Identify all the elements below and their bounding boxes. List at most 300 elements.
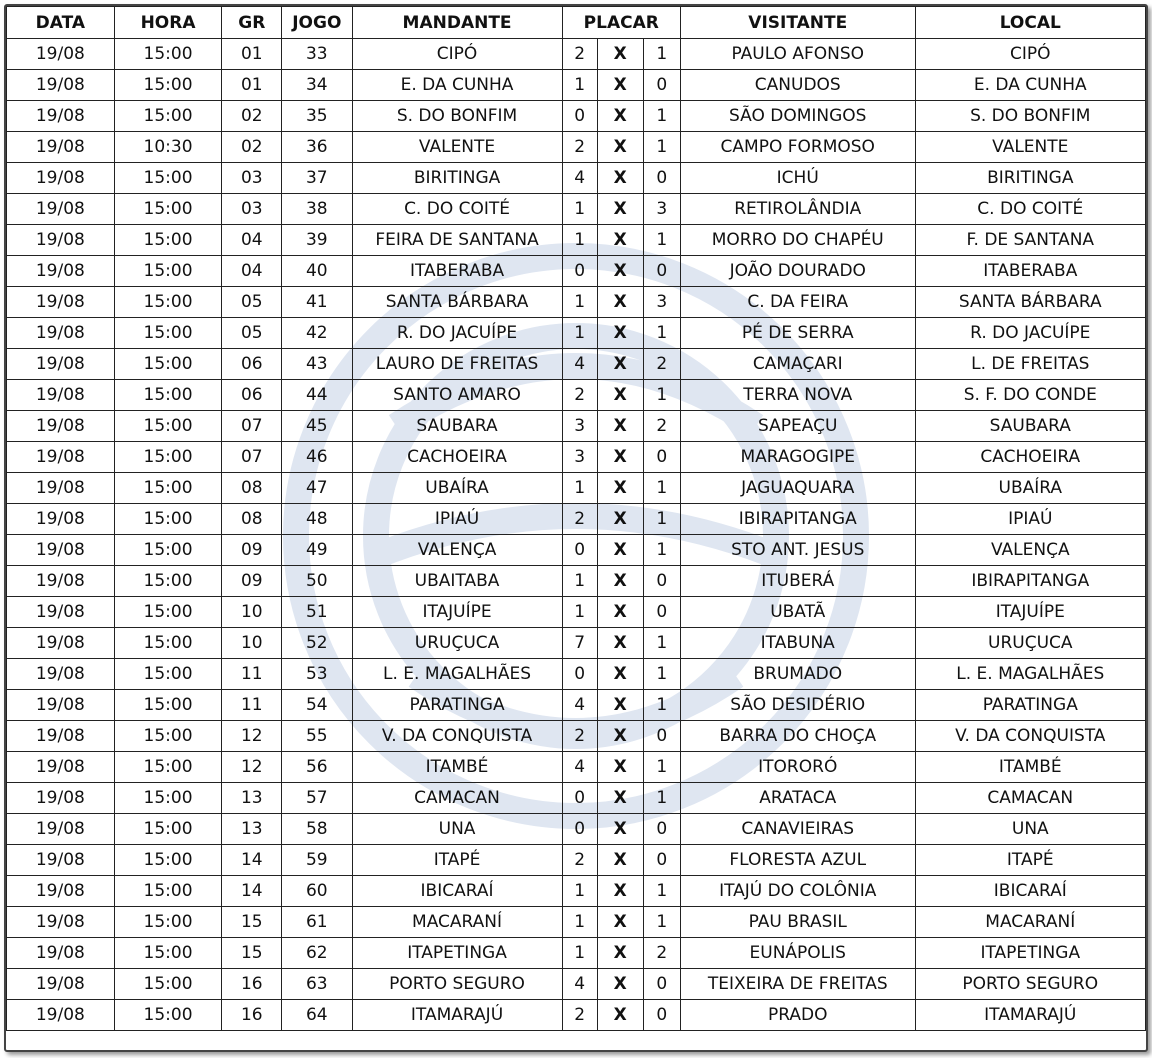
cell-away-goals: 0 bbox=[643, 566, 680, 597]
cell-gr: 14 bbox=[222, 845, 282, 876]
cell-mandante: C. DO COITÉ bbox=[352, 194, 562, 225]
cell-gr: 02 bbox=[222, 101, 282, 132]
cell-jogo: 52 bbox=[282, 628, 352, 659]
cell-visitante: CANAVIEIRAS bbox=[680, 814, 915, 845]
cell-hora: 15:00 bbox=[114, 287, 222, 318]
cell-local: S. DO BONFIM bbox=[915, 101, 1145, 132]
cell-mandante: VALENÇA bbox=[352, 535, 562, 566]
cell-score-separator: X bbox=[597, 1000, 643, 1031]
cell-home-goals: 3 bbox=[562, 411, 597, 442]
cell-gr: 09 bbox=[222, 535, 282, 566]
cell-jogo: 61 bbox=[282, 907, 352, 938]
cell-mandante: ITAMARAJÚ bbox=[352, 1000, 562, 1031]
cell-local: ITAPÉ bbox=[915, 845, 1145, 876]
cell-mandante: CIPÓ bbox=[352, 39, 562, 70]
cell-score-separator: X bbox=[597, 814, 643, 845]
cell-visitante: ITUBERÁ bbox=[680, 566, 915, 597]
cell-local: ITAPETINGA bbox=[915, 938, 1145, 969]
cell-home-goals: 1 bbox=[562, 566, 597, 597]
col-header-hora: HORA bbox=[114, 7, 222, 39]
cell-home-goals: 3 bbox=[562, 442, 597, 473]
table-row bbox=[7, 938, 1146, 969]
cell-gr: 03 bbox=[222, 194, 282, 225]
cell-away-goals: 1 bbox=[643, 535, 680, 566]
cell-gr: 12 bbox=[222, 721, 282, 752]
cell-visitante: STO ANT. JESUS bbox=[680, 535, 915, 566]
cell-data: 19/08 bbox=[7, 442, 115, 473]
col-header-placar: PLACAR bbox=[562, 7, 680, 39]
cell-data: 19/08 bbox=[7, 938, 115, 969]
table-row bbox=[7, 721, 1146, 752]
cell-away-goals: 0 bbox=[643, 163, 680, 194]
cell-gr: 06 bbox=[222, 380, 282, 411]
cell-data: 19/08 bbox=[7, 473, 115, 504]
cell-mandante: UBAÍRA bbox=[352, 473, 562, 504]
cell-mandante: FEIRA DE SANTANA bbox=[352, 225, 562, 256]
cell-local: PORTO SEGURO bbox=[915, 969, 1145, 1000]
cell-data: 19/08 bbox=[7, 225, 115, 256]
cell-mandante: SANTO AMARO bbox=[352, 380, 562, 411]
cell-score-separator: X bbox=[597, 535, 643, 566]
cell-score-separator: X bbox=[597, 411, 643, 442]
cell-home-goals: 1 bbox=[562, 473, 597, 504]
cell-data: 19/08 bbox=[7, 535, 115, 566]
cell-local: MACARANÍ bbox=[915, 907, 1145, 938]
cell-home-goals: 1 bbox=[562, 70, 597, 101]
cell-visitante: SAPEAÇU bbox=[680, 411, 915, 442]
cell-jogo: 58 bbox=[282, 814, 352, 845]
cell-home-goals: 1 bbox=[562, 194, 597, 225]
cell-home-goals: 4 bbox=[562, 163, 597, 194]
cell-local: C. DO COITÉ bbox=[915, 194, 1145, 225]
cell-mandante: R. DO JACUÍPE bbox=[352, 318, 562, 349]
cell-jogo: 56 bbox=[282, 752, 352, 783]
cell-score-separator: X bbox=[597, 845, 643, 876]
table-row bbox=[7, 287, 1146, 318]
cell-gr: 07 bbox=[222, 442, 282, 473]
cell-hora: 15:00 bbox=[114, 163, 222, 194]
cell-local: IBIRAPITANGA bbox=[915, 566, 1145, 597]
match-results-table bbox=[6, 6, 1146, 1031]
cell-gr: 15 bbox=[222, 938, 282, 969]
cell-mandante: CAMACAN bbox=[352, 783, 562, 814]
cell-local: ITAMARAJÚ bbox=[915, 1000, 1145, 1031]
table-row bbox=[7, 845, 1146, 876]
cell-gr: 09 bbox=[222, 566, 282, 597]
cell-data: 19/08 bbox=[7, 969, 115, 1000]
table-row bbox=[7, 597, 1146, 628]
cell-home-goals: 0 bbox=[562, 814, 597, 845]
table-row bbox=[7, 907, 1146, 938]
cell-data: 19/08 bbox=[7, 659, 115, 690]
cell-mandante: SAUBARA bbox=[352, 411, 562, 442]
cell-data: 19/08 bbox=[7, 318, 115, 349]
cell-data: 19/08 bbox=[7, 411, 115, 442]
cell-away-goals: 3 bbox=[643, 194, 680, 225]
cell-hora: 15:00 bbox=[114, 721, 222, 752]
cell-visitante: IBIRAPITANGA bbox=[680, 504, 915, 535]
cell-jogo: 54 bbox=[282, 690, 352, 721]
cell-local: BIRITINGA bbox=[915, 163, 1145, 194]
cell-visitante: PÉ DE SERRA bbox=[680, 318, 915, 349]
cell-away-goals: 1 bbox=[643, 101, 680, 132]
cell-jogo: 46 bbox=[282, 442, 352, 473]
cell-jogo: 60 bbox=[282, 876, 352, 907]
cell-jogo: 51 bbox=[282, 597, 352, 628]
cell-local: CAMACAN bbox=[915, 783, 1145, 814]
cell-gr: 04 bbox=[222, 256, 282, 287]
cell-score-separator: X bbox=[597, 752, 643, 783]
cell-away-goals: 1 bbox=[643, 318, 680, 349]
cell-home-goals: 0 bbox=[562, 256, 597, 287]
cell-hora: 15:00 bbox=[114, 442, 222, 473]
cell-visitante: SÃO DOMINGOS bbox=[680, 101, 915, 132]
cell-data: 19/08 bbox=[7, 845, 115, 876]
cell-local: PARATINGA bbox=[915, 690, 1145, 721]
cell-mandante: CACHOEIRA bbox=[352, 442, 562, 473]
cell-gr: 13 bbox=[222, 814, 282, 845]
table-row bbox=[7, 194, 1146, 225]
cell-jogo: 64 bbox=[282, 1000, 352, 1031]
cell-data: 19/08 bbox=[7, 721, 115, 752]
cell-home-goals: 4 bbox=[562, 690, 597, 721]
cell-visitante: RETIROLÂNDIA bbox=[680, 194, 915, 225]
cell-away-goals: 0 bbox=[643, 597, 680, 628]
cell-visitante: ITORORÓ bbox=[680, 752, 915, 783]
table-row bbox=[7, 349, 1146, 380]
cell-score-separator: X bbox=[597, 504, 643, 535]
cell-mandante: ITAPETINGA bbox=[352, 938, 562, 969]
cell-home-goals: 2 bbox=[562, 504, 597, 535]
cell-home-goals: 4 bbox=[562, 349, 597, 380]
cell-hora: 15:00 bbox=[114, 659, 222, 690]
cell-data: 19/08 bbox=[7, 39, 115, 70]
cell-data: 19/08 bbox=[7, 597, 115, 628]
cell-score-separator: X bbox=[597, 659, 643, 690]
cell-away-goals: 2 bbox=[643, 411, 680, 442]
cell-hora: 15:00 bbox=[114, 597, 222, 628]
cell-mandante: URUÇUCA bbox=[352, 628, 562, 659]
cell-gr: 02 bbox=[222, 132, 282, 163]
cell-away-goals: 1 bbox=[643, 225, 680, 256]
cell-jogo: 36 bbox=[282, 132, 352, 163]
cell-hora: 15:00 bbox=[114, 380, 222, 411]
cell-hora: 15:00 bbox=[114, 845, 222, 876]
table-row bbox=[7, 225, 1146, 256]
cell-hora: 15:00 bbox=[114, 225, 222, 256]
cell-hora: 15:00 bbox=[114, 907, 222, 938]
cell-gr: 01 bbox=[222, 70, 282, 101]
cell-jogo: 48 bbox=[282, 504, 352, 535]
cell-mandante: SANTA BÁRBARA bbox=[352, 287, 562, 318]
cell-mandante: UNA bbox=[352, 814, 562, 845]
cell-data: 19/08 bbox=[7, 287, 115, 318]
cell-gr: 01 bbox=[222, 39, 282, 70]
cell-home-goals: 4 bbox=[562, 752, 597, 783]
cell-mandante: L. E. MAGALHÃES bbox=[352, 659, 562, 690]
cell-score-separator: X bbox=[597, 256, 643, 287]
table-row bbox=[7, 442, 1146, 473]
col-header-visitante: VISITANTE bbox=[680, 7, 915, 39]
table-row bbox=[7, 39, 1146, 70]
cell-score-separator: X bbox=[597, 287, 643, 318]
cell-jogo: 59 bbox=[282, 845, 352, 876]
cell-gr: 08 bbox=[222, 504, 282, 535]
table-row bbox=[7, 473, 1146, 504]
cell-local: CIPÓ bbox=[915, 39, 1145, 70]
cell-away-goals: 1 bbox=[643, 628, 680, 659]
cell-home-goals: 2 bbox=[562, 39, 597, 70]
table-row bbox=[7, 814, 1146, 845]
cell-hora: 15:00 bbox=[114, 101, 222, 132]
cell-hora: 15:00 bbox=[114, 39, 222, 70]
cell-mandante: E. DA CUNHA bbox=[352, 70, 562, 101]
table-row bbox=[7, 1000, 1146, 1031]
cell-local: URUÇUCA bbox=[915, 628, 1145, 659]
table-row bbox=[7, 163, 1146, 194]
cell-visitante: PRADO bbox=[680, 1000, 915, 1031]
cell-score-separator: X bbox=[597, 876, 643, 907]
cell-score-separator: X bbox=[597, 690, 643, 721]
cell-gr: 06 bbox=[222, 349, 282, 380]
cell-local: ITABERABA bbox=[915, 256, 1145, 287]
cell-jogo: 38 bbox=[282, 194, 352, 225]
cell-hora: 15:00 bbox=[114, 628, 222, 659]
cell-mandante: MACARANÍ bbox=[352, 907, 562, 938]
cell-visitante: FLORESTA AZUL bbox=[680, 845, 915, 876]
cell-mandante: IBICARAÍ bbox=[352, 876, 562, 907]
cell-data: 19/08 bbox=[7, 566, 115, 597]
cell-jogo: 47 bbox=[282, 473, 352, 504]
cell-visitante: PAULO AFONSO bbox=[680, 39, 915, 70]
cell-visitante: EUNÁPOLIS bbox=[680, 938, 915, 969]
cell-jogo: 42 bbox=[282, 318, 352, 349]
cell-score-separator: X bbox=[597, 225, 643, 256]
cell-score-separator: X bbox=[597, 442, 643, 473]
cell-home-goals: 1 bbox=[562, 876, 597, 907]
cell-home-goals: 2 bbox=[562, 380, 597, 411]
cell-visitante: TEIXEIRA DE FREITAS bbox=[680, 969, 915, 1000]
cell-away-goals: 1 bbox=[643, 907, 680, 938]
cell-score-separator: X bbox=[597, 628, 643, 659]
cell-data: 19/08 bbox=[7, 690, 115, 721]
cell-jogo: 62 bbox=[282, 938, 352, 969]
cell-local: S. F. DO CONDE bbox=[915, 380, 1145, 411]
cell-gr: 05 bbox=[222, 287, 282, 318]
table-row bbox=[7, 566, 1146, 597]
cell-home-goals: 1 bbox=[562, 938, 597, 969]
table-row bbox=[7, 876, 1146, 907]
cell-mandante: ITABERABA bbox=[352, 256, 562, 287]
cell-hora: 15:00 bbox=[114, 70, 222, 101]
cell-away-goals: 0 bbox=[643, 969, 680, 1000]
cell-jogo: 35 bbox=[282, 101, 352, 132]
cell-hora: 15:00 bbox=[114, 690, 222, 721]
cell-gr: 04 bbox=[222, 225, 282, 256]
cell-local: V. DA CONQUISTA bbox=[915, 721, 1145, 752]
cell-local: IPIAÚ bbox=[915, 504, 1145, 535]
cell-away-goals: 1 bbox=[643, 132, 680, 163]
cell-score-separator: X bbox=[597, 597, 643, 628]
cell-data: 19/08 bbox=[7, 163, 115, 194]
cell-local: SANTA BÁRBARA bbox=[915, 287, 1145, 318]
cell-data: 19/08 bbox=[7, 132, 115, 163]
cell-score-separator: X bbox=[597, 783, 643, 814]
cell-mandante: PORTO SEGURO bbox=[352, 969, 562, 1000]
cell-hora: 15:00 bbox=[114, 566, 222, 597]
cell-home-goals: 4 bbox=[562, 969, 597, 1000]
cell-away-goals: 1 bbox=[643, 783, 680, 814]
cell-score-separator: X bbox=[597, 938, 643, 969]
col-header-local: LOCAL bbox=[915, 7, 1145, 39]
cell-home-goals: 1 bbox=[562, 225, 597, 256]
cell-visitante: ARATACA bbox=[680, 783, 915, 814]
cell-visitante: JAGUAQUARA bbox=[680, 473, 915, 504]
cell-gr: 15 bbox=[222, 907, 282, 938]
cell-away-goals: 1 bbox=[643, 690, 680, 721]
cell-home-goals: 0 bbox=[562, 783, 597, 814]
cell-jogo: 33 bbox=[282, 39, 352, 70]
cell-data: 19/08 bbox=[7, 752, 115, 783]
cell-local: ITAJUÍPE bbox=[915, 597, 1145, 628]
cell-away-goals: 2 bbox=[643, 938, 680, 969]
table-row bbox=[7, 70, 1146, 101]
cell-data: 19/08 bbox=[7, 256, 115, 287]
cell-mandante: VALENTE bbox=[352, 132, 562, 163]
cell-mandante: ITAPÉ bbox=[352, 845, 562, 876]
cell-jogo: 41 bbox=[282, 287, 352, 318]
cell-visitante: CAMAÇARI bbox=[680, 349, 915, 380]
cell-away-goals: 0 bbox=[643, 845, 680, 876]
cell-jogo: 43 bbox=[282, 349, 352, 380]
cell-hora: 15:00 bbox=[114, 473, 222, 504]
table-row bbox=[7, 783, 1146, 814]
table-row bbox=[7, 504, 1146, 535]
cell-gr: 13 bbox=[222, 783, 282, 814]
cell-jogo: 57 bbox=[282, 783, 352, 814]
cell-hora: 15:00 bbox=[114, 256, 222, 287]
cell-jogo: 45 bbox=[282, 411, 352, 442]
cell-gr: 05 bbox=[222, 318, 282, 349]
cell-hora: 15:00 bbox=[114, 318, 222, 349]
cell-gr: 11 bbox=[222, 690, 282, 721]
cell-score-separator: X bbox=[597, 194, 643, 225]
cell-away-goals: 1 bbox=[643, 876, 680, 907]
cell-score-separator: X bbox=[597, 163, 643, 194]
cell-home-goals: 1 bbox=[562, 318, 597, 349]
cell-local: SAUBARA bbox=[915, 411, 1145, 442]
table-row bbox=[7, 535, 1146, 566]
header-row bbox=[7, 7, 1146, 39]
cell-hora: 15:00 bbox=[114, 194, 222, 225]
cell-score-separator: X bbox=[597, 70, 643, 101]
cell-hora: 15:00 bbox=[114, 938, 222, 969]
table-row bbox=[7, 380, 1146, 411]
col-header-mandante: MANDANTE bbox=[352, 7, 562, 39]
cell-visitante: UBATÃ bbox=[680, 597, 915, 628]
cell-data: 19/08 bbox=[7, 628, 115, 659]
cell-visitante: CANUDOS bbox=[680, 70, 915, 101]
cell-hora: 15:00 bbox=[114, 1000, 222, 1031]
cell-gr: 14 bbox=[222, 876, 282, 907]
cell-jogo: 49 bbox=[282, 535, 352, 566]
cell-jogo: 34 bbox=[282, 70, 352, 101]
cell-gr: 16 bbox=[222, 969, 282, 1000]
cell-data: 19/08 bbox=[7, 380, 115, 411]
cell-jogo: 53 bbox=[282, 659, 352, 690]
cell-hora: 15:00 bbox=[114, 752, 222, 783]
cell-away-goals: 1 bbox=[643, 504, 680, 535]
cell-gr: 10 bbox=[222, 628, 282, 659]
cell-jogo: 55 bbox=[282, 721, 352, 752]
cell-mandante: LAURO DE FREITAS bbox=[352, 349, 562, 380]
cell-data: 19/08 bbox=[7, 349, 115, 380]
cell-away-goals: 1 bbox=[643, 473, 680, 504]
cell-visitante: TERRA NOVA bbox=[680, 380, 915, 411]
table-row bbox=[7, 659, 1146, 690]
table-row bbox=[7, 256, 1146, 287]
cell-hora: 15:00 bbox=[114, 349, 222, 380]
cell-data: 19/08 bbox=[7, 814, 115, 845]
cell-hora: 15:00 bbox=[114, 969, 222, 1000]
table-row bbox=[7, 969, 1146, 1000]
cell-score-separator: X bbox=[597, 349, 643, 380]
cell-local: L. E. MAGALHÃES bbox=[915, 659, 1145, 690]
cell-mandante: V. DA CONQUISTA bbox=[352, 721, 562, 752]
cell-mandante: IPIAÚ bbox=[352, 504, 562, 535]
cell-visitante: MARAGOGIPE bbox=[680, 442, 915, 473]
cell-jogo: 44 bbox=[282, 380, 352, 411]
cell-away-goals: 3 bbox=[643, 287, 680, 318]
cell-away-goals: 0 bbox=[643, 256, 680, 287]
cell-home-goals: 1 bbox=[562, 597, 597, 628]
cell-visitante: PAU BRASIL bbox=[680, 907, 915, 938]
cell-visitante: CAMPO FORMOSO bbox=[680, 132, 915, 163]
cell-mandante: S. DO BONFIM bbox=[352, 101, 562, 132]
cell-home-goals: 1 bbox=[562, 907, 597, 938]
table-row bbox=[7, 411, 1146, 442]
cell-hora: 15:00 bbox=[114, 411, 222, 442]
cell-score-separator: X bbox=[597, 907, 643, 938]
cell-data: 19/08 bbox=[7, 194, 115, 225]
results-document bbox=[4, 4, 1148, 1052]
cell-gr: 07 bbox=[222, 411, 282, 442]
table-row bbox=[7, 628, 1146, 659]
cell-gr: 16 bbox=[222, 1000, 282, 1031]
cell-mandante: PARATINGA bbox=[352, 690, 562, 721]
table-row bbox=[7, 318, 1146, 349]
cell-data: 19/08 bbox=[7, 101, 115, 132]
cell-jogo: 40 bbox=[282, 256, 352, 287]
cell-visitante: ICHÚ bbox=[680, 163, 915, 194]
cell-local: E. DA CUNHA bbox=[915, 70, 1145, 101]
cell-local: UNA bbox=[915, 814, 1145, 845]
cell-score-separator: X bbox=[597, 132, 643, 163]
cell-local: VALENÇA bbox=[915, 535, 1145, 566]
table-body bbox=[7, 39, 1146, 1031]
cell-hora: 15:00 bbox=[114, 535, 222, 566]
cell-score-separator: X bbox=[597, 380, 643, 411]
table-row bbox=[7, 101, 1146, 132]
cell-jogo: 37 bbox=[282, 163, 352, 194]
cell-score-separator: X bbox=[597, 721, 643, 752]
cell-home-goals: 0 bbox=[562, 101, 597, 132]
cell-away-goals: 0 bbox=[643, 70, 680, 101]
cell-local: F. DE SANTANA bbox=[915, 225, 1145, 256]
cell-local: L. DE FREITAS bbox=[915, 349, 1145, 380]
cell-score-separator: X bbox=[597, 473, 643, 504]
cell-data: 19/08 bbox=[7, 907, 115, 938]
